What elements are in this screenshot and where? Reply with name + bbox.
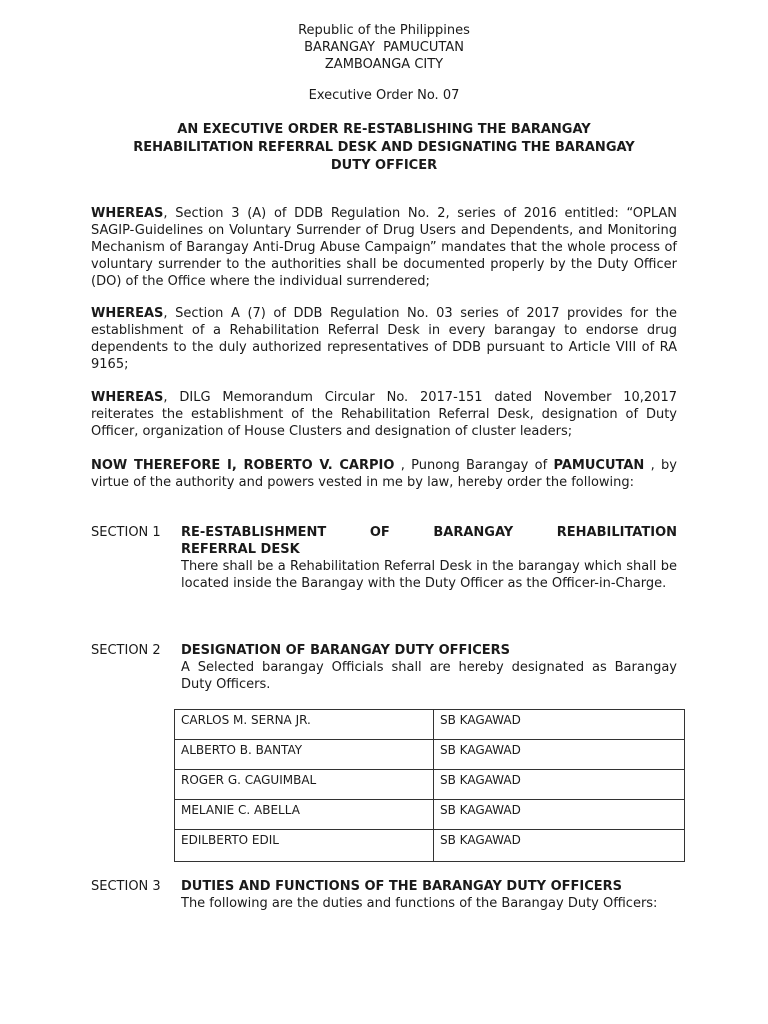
barangay-name: PAMUCUTAN [553, 458, 645, 473]
section-3-content [181, 878, 677, 912]
section-1-heading [181, 524, 677, 541]
officer-position: SB KAGAWAD [434, 710, 685, 740]
officer-position: SB KAGAWAD [434, 800, 685, 830]
section-1-heading-line-2: REFERRAL DESK [181, 542, 300, 557]
title-line-2: REHABILITATION REFERRAL DESK AND DESIGNATING THE BARANGAY [133, 140, 635, 155]
now-therefore-lead: NOW THEREFORE I, ROBERTO V. CARPIO [91, 458, 395, 473]
table-row [175, 830, 685, 862]
officer-position: SB KAGAWAD [434, 740, 685, 770]
section-2-content [181, 642, 677, 693]
republic-line: Republic of the Philippines [298, 23, 470, 38]
section-1-content [181, 524, 677, 592]
whereas-lead: WHEREAS [91, 390, 164, 405]
section-2-body: A Selected barangay Officials shall are hereby designated as Barangay Duty Officers. [181, 660, 677, 692]
officer-name: ROGER G. CAGUIMBAL [175, 770, 434, 800]
officer-name: EDILBERTO EDIL [175, 830, 434, 862]
table-row [175, 800, 685, 830]
whereas-text: , Section 3 (A) of DDB Regulation No. 2, series of 2016 entitled: “OPLAN SAGIP-Guidelines on Voluntary Surrender of Drug Users and Dependents, and Monitoring Mechanism of Barangay Anti-Drug Abuse Campaign” mandates that the whole process of voluntary surrender to the authorities shall be documented properly by the Duty Officer (DO) of the Office where the individual surrendered; [91, 206, 677, 289]
barangay-line: BARANGAY PAMUCUTAN [304, 40, 464, 55]
officer-position: SB KAGAWAD [434, 770, 685, 800]
title-line-3: DUTY OFFICER [330, 158, 438, 173]
section-3-heading: DUTIES AND FUNCTIONS OF THE BARANGAY DUTY OFFICERS [181, 879, 623, 894]
section-1-label: SECTION 1 [91, 525, 161, 540]
now-therefore-mid: , Punong Barangay of [394, 458, 554, 473]
whereas-text: , DILG Memorandum Circular No. 2017-151 dated November 10,2017 reiterates the establishment of the Rehabilitation Referral Desk, designation of Duty Officer, organization of House Clusters and designation of cluster leaders; [91, 390, 677, 439]
now-therefore-rest: , by virtue of the authority and powers vested in me by law, hereby order the following: [91, 458, 677, 490]
document-header [0, 22, 768, 73]
city-line: ZAMBOANGA CITY [324, 57, 444, 72]
officer-position: SB KAGAWAD [434, 830, 685, 862]
whereas-clause-2 [91, 305, 677, 373]
officer-name: CARLOS M. SERNA JR. [175, 710, 434, 740]
title-line-1: AN EXECUTIVE ORDER RE-ESTABLISHING THE BARANGAY [177, 122, 591, 137]
executive-order-number: Executive Order No. 07 [308, 88, 460, 103]
whereas-text: , Section A (7) of DDB Regulation No. 03 series of 2017 provides for the establishment of a Rehabilitation Referral Desk in every barangay to endorse drug dependents to the duly authorized representatives of DDB pursuant to Article VIII of RA 9165; [91, 306, 677, 372]
section-1-body: There shall be a Rehabilitation Referral Desk in the barangay which shall be located inside the Barangay with the Duty Officer as the Officer-in-Charge. [181, 559, 677, 591]
section-2-heading: DESIGNATION OF BARANGAY DUTY OFFICERS [181, 643, 511, 658]
table-row [175, 740, 685, 770]
heading-word: BARANGAY [433, 525, 514, 540]
officer-name: ALBERTO B. BANTAY [175, 740, 434, 770]
now-therefore-clause [91, 457, 677, 491]
section-2-label: SECTION 2 [91, 643, 161, 658]
whereas-clause-1 [91, 205, 677, 290]
section-3-body: The following are the duties and functions of the Barangay Duty Officers: [181, 896, 658, 911]
order-title [92, 121, 676, 175]
whereas-clause-3 [91, 389, 677, 440]
section-3-label: SECTION 3 [91, 879, 161, 894]
heading-word: OF [369, 525, 390, 540]
table-row [175, 770, 685, 800]
table-row [175, 710, 685, 740]
officer-name: MELANIE C. ABELLA [175, 800, 434, 830]
whereas-lead: WHEREAS [91, 206, 164, 221]
heading-word: REHABILITATION [556, 525, 677, 540]
duty-officers-table [174, 709, 685, 862]
whereas-lead: WHEREAS [91, 306, 164, 321]
heading-word: RE-ESTABLISHMENT [181, 525, 327, 540]
